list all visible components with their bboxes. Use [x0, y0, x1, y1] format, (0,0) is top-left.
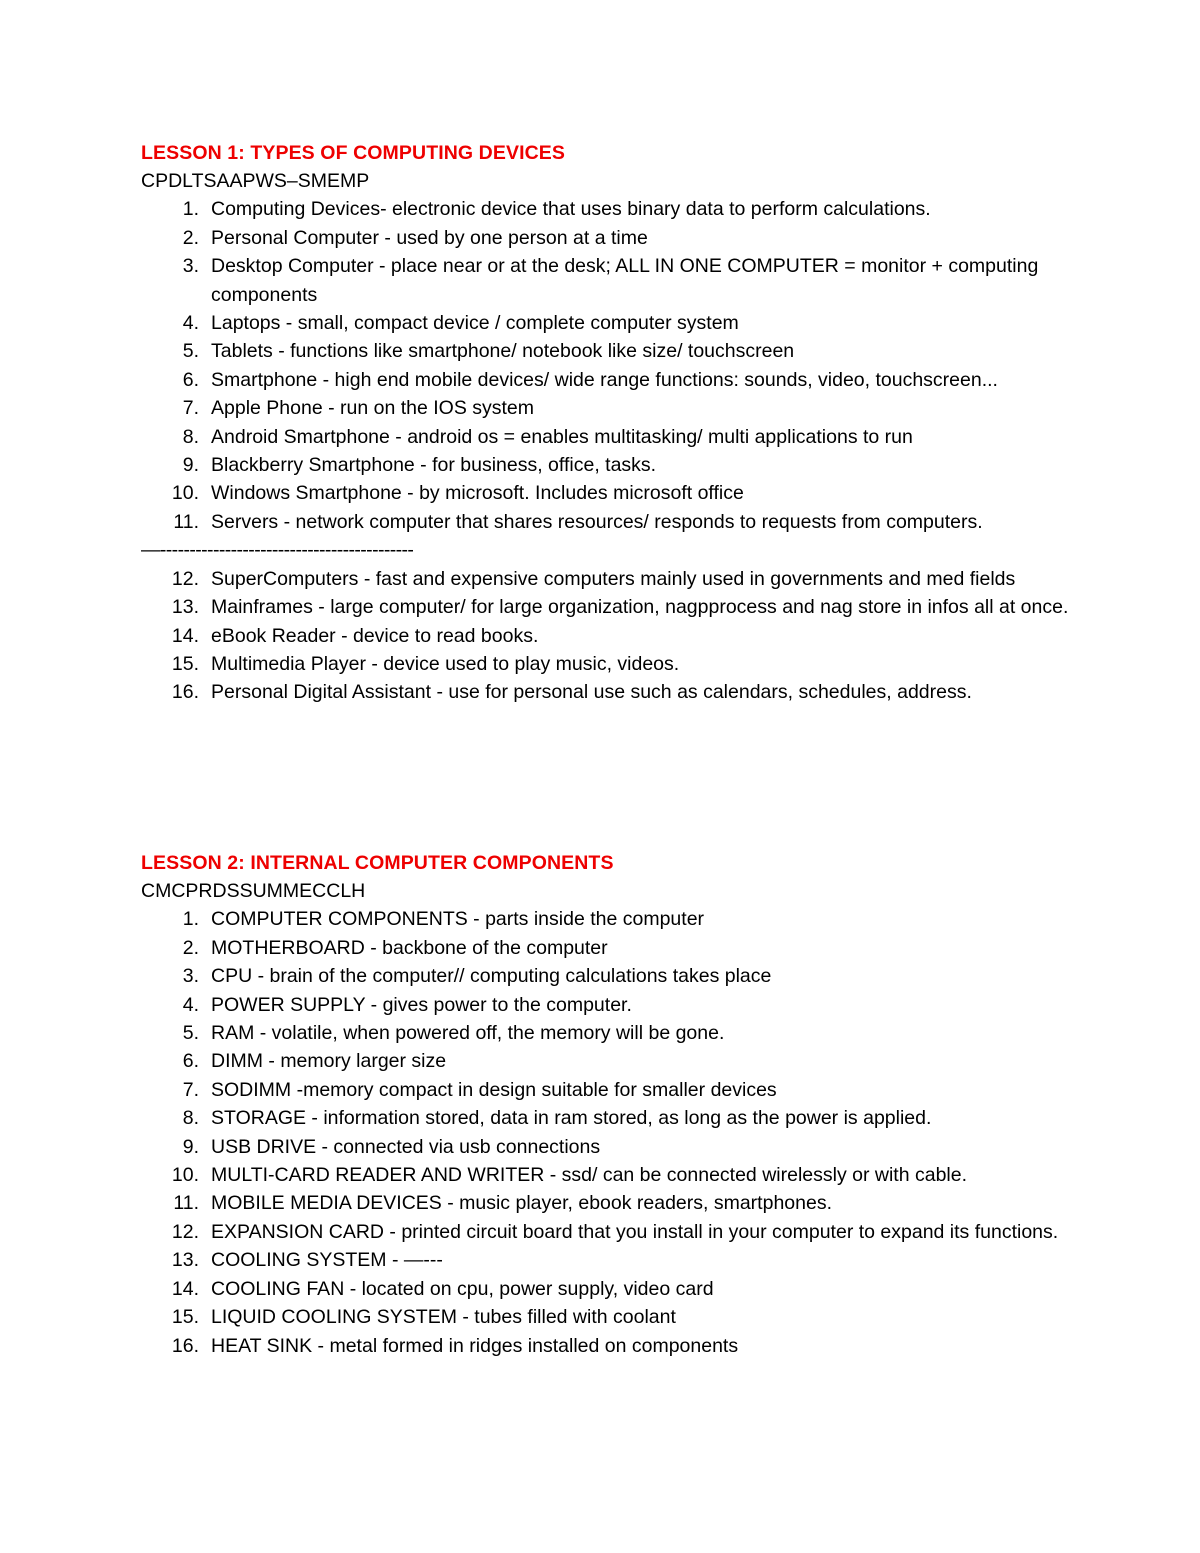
list-item-number: 1. [182, 908, 199, 931]
list-item [141, 991, 1081, 1019]
list-item-number: 15. [171, 652, 199, 675]
list-item [141, 1047, 1081, 1075]
list-item-text: Personal Computer - used by one person at a time [211, 226, 648, 249]
list-item-number: 13. [171, 596, 199, 619]
list-item-text: SuperComputers - fast and expensive computers mainly used in governments and med fields [211, 567, 1016, 590]
list-item [141, 451, 1081, 479]
list-item [141, 593, 1081, 621]
list-item-number: 4. [182, 312, 199, 335]
list-item-text: Smartphone - high end mobile devices/ wide range functions: sounds, video, touchscreen... [211, 368, 998, 391]
list-item [141, 1133, 1081, 1161]
list-item-text: RAM - volatile, when powered off, the memory will be gone. [211, 1022, 725, 1045]
list-item [141, 962, 1081, 990]
list-item-number: 10. [171, 482, 199, 505]
list-item [141, 1104, 1081, 1132]
list-item-text: EXPANSION CARD - printed circuit board that you install in your computer to expand its functions. [211, 1220, 1059, 1243]
list-item-number: 9. [182, 1135, 199, 1158]
list-item-text: MULTI-CARD READER AND WRITER - ssd/ can be connected wirelessly or with cable. [211, 1164, 968, 1187]
list-item-text: Blackberry Smartphone - for business, office, tasks. [211, 454, 657, 477]
list-item-text: COMPUTER COMPONENTS - parts inside the computer [211, 908, 705, 931]
list-item-number: 12. [171, 567, 199, 590]
list-item-number: 8. [182, 425, 199, 448]
list-item-text: USB DRIVE - connected via usb connections [211, 1135, 601, 1158]
list-item [141, 1218, 1081, 1246]
list-item-number: 2. [182, 936, 199, 959]
list-item-number: 3. [182, 255, 199, 278]
list-item-text: Desktop Computer - place near or at the desk; ALL IN ONE COMPUTER = monitor + computing components [211, 255, 1039, 306]
lesson-1-section [141, 139, 1081, 707]
list-item-text: LIQUID COOLING SYSTEM - tubes filled with coolant [211, 1306, 676, 1329]
list-item-number: 16. [171, 1334, 199, 1357]
list-item-number: 12. [171, 1220, 199, 1243]
list-item-text: Laptops - small, compact device / complete computer system [211, 312, 739, 335]
lesson-2-mnemonic: CMCPRDSSUMMECCLH [141, 880, 366, 902]
list-item-text: Apple Phone - run on the IOS system [211, 397, 535, 420]
lesson-1-title: LESSON 1: TYPES OF COMPUTING DEVICES [141, 142, 565, 164]
list-item [141, 337, 1081, 365]
list-item [141, 650, 1081, 678]
lesson-1-list-part-1 [141, 195, 1081, 536]
list-item [141, 423, 1081, 451]
list-item-number: 14. [171, 1277, 199, 1300]
list-item [141, 1161, 1081, 1189]
list-item-number: 16. [171, 681, 199, 704]
list-item [141, 1275, 1081, 1303]
list-item-text: Multimedia Player - device used to play music, videos. [211, 652, 680, 675]
list-item [141, 678, 1081, 706]
list-item-number: 10. [171, 1164, 199, 1187]
lesson-2-title: LESSON 2: INTERNAL COMPUTER COMPONENTS [141, 852, 614, 874]
list-item-number: 5. [182, 1022, 199, 1045]
lesson-1-divider: —------------------------------------------- [141, 539, 414, 562]
list-item-number: 3. [182, 965, 199, 988]
list-item-text: Mainframes - large computer/ for large organization, nagpprocess and nag store in infos all at once. [211, 596, 1069, 619]
list-item-number: 7. [182, 397, 199, 420]
list-item-text: COOLING FAN - located on cpu, power supply, video card [211, 1277, 714, 1300]
list-item-number: 6. [182, 368, 199, 391]
list-item-number: 1. [182, 198, 199, 221]
list-item-text: Windows Smartphone - by microsoft. Includes microsoft office [211, 482, 744, 505]
list-item-number: 9. [182, 454, 199, 477]
list-item [141, 934, 1081, 962]
list-item [141, 1332, 1081, 1360]
lesson-1-list-part-2 [141, 565, 1081, 707]
list-item-number: 11. [173, 510, 199, 533]
list-item-text: Computing Devices- electronic device that uses binary data to perform calculations. [211, 198, 931, 221]
list-item-text: SODIMM -memory compact in design suitable for smaller devices [211, 1078, 777, 1101]
list-item-text: HEAT SINK - metal formed in ridges installed on components [211, 1334, 739, 1357]
list-item [141, 905, 1081, 933]
list-item-number: 11. [173, 1192, 199, 1215]
list-item-text: DIMM - memory larger size [211, 1050, 447, 1073]
list-item-text: CPU - brain of the computer// computing calculations takes place [211, 965, 772, 988]
list-item [141, 1019, 1081, 1047]
list-item-number: 4. [182, 993, 199, 1016]
list-item-text: POWER SUPPLY - gives power to the computer. [211, 993, 632, 1016]
list-item [141, 252, 1081, 309]
list-item-number: 15. [171, 1306, 199, 1329]
list-item-number: 13. [171, 1249, 199, 1272]
list-item-text: eBook Reader - device to read books. [211, 624, 539, 647]
lesson-1-mnemonic: CPDLTSAAPWS–SMEMP [141, 170, 370, 192]
list-item-text: Personal Digital Assistant - use for personal use such as calendars, schedules, address. [211, 681, 972, 704]
list-item-text: COOLING SYSTEM - —--- [211, 1249, 443, 1272]
list-item [141, 565, 1081, 593]
list-item [141, 1246, 1081, 1274]
list-item-number: 2. [182, 226, 199, 249]
list-item [141, 195, 1081, 223]
list-item [141, 366, 1081, 394]
list-item-text: STORAGE - information stored, data in ram stored, as long as the power is applied. [211, 1107, 932, 1130]
list-item [141, 1189, 1081, 1217]
list-item-number: 14. [171, 624, 199, 647]
list-item [141, 1303, 1081, 1331]
list-item [141, 1076, 1081, 1104]
lesson-2-section [141, 849, 1081, 1360]
list-item [141, 622, 1081, 650]
list-item [141, 224, 1081, 252]
list-item-number: 5. [182, 340, 199, 363]
list-item-text: Android Smartphone - android os = enables multitasking/ multi applications to run [211, 425, 913, 448]
list-item-number: 6. [182, 1050, 199, 1073]
list-item-text: Tablets - functions like smartphone/ notebook like size/ touchscreen [211, 340, 795, 363]
list-item-text: Servers - network computer that shares resources/ responds to requests from computers. [211, 510, 983, 533]
lesson-2-list [141, 905, 1081, 1360]
list-item [141, 508, 1081, 536]
list-item-number: 7. [182, 1078, 199, 1101]
list-item [141, 309, 1081, 337]
list-item-text: MOBILE MEDIA DEVICES - music player, ebook readers, smartphones. [211, 1192, 832, 1215]
list-item-text: MOTHERBOARD - backbone of the computer [211, 936, 608, 959]
list-item [141, 479, 1081, 507]
list-item-number: 8. [182, 1107, 199, 1130]
list-item [141, 394, 1081, 422]
